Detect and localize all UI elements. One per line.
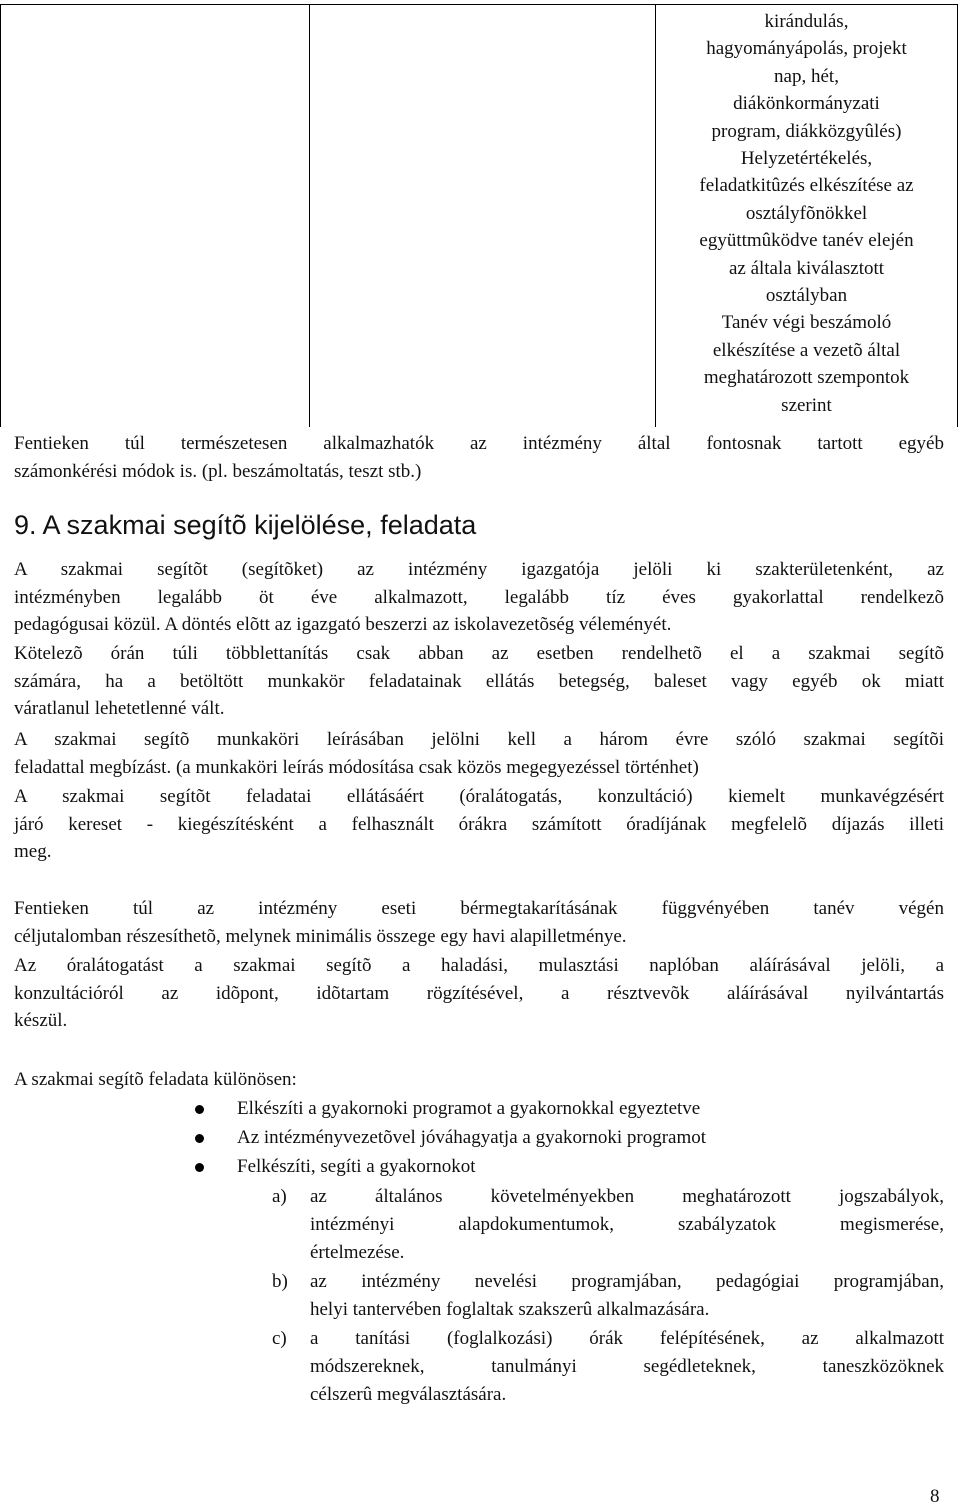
text-line: meg. (14, 841, 52, 862)
top-table (0, 4, 958, 427)
table-cell-line: feladatkitûzés elkészítése az (699, 175, 914, 197)
sub-item-text (310, 1325, 944, 1409)
list-item-text: Az intézményvezetõvel jóváhagyatja a gyakornoki programot (237, 1127, 707, 1148)
sub-item-text (310, 1268, 944, 1324)
text-line: feladattal megbízást. (a munkaköri leírás módosítása csak közös megegyezéssel történhet) (14, 756, 699, 778)
text-line: intézményi alapdokumentumok, szabályzatok megismerése, (310, 1214, 944, 1235)
text-line: készül. (14, 1010, 68, 1031)
table-cell-line: Helyzetértékelés, (740, 148, 873, 170)
sub-item-label: b) (272, 1271, 288, 1292)
paragraph-tasks-intro (14, 1066, 944, 1094)
list-item-text: Elkészíti a gyakornoki programot a gyakornokkal egyeztetve (237, 1098, 701, 1119)
table-cell-line: Tanév végi beszámoló (721, 312, 892, 334)
text-line: pedagógusai közül. A döntés elõtt az igazgató beszerzi az iskolavezetõség véleményét. (14, 614, 672, 635)
sub-item-text (310, 1183, 944, 1267)
table-cell-line: meghatározott szempontok (703, 367, 910, 389)
intro-paragraph (14, 430, 944, 485)
table-cell-line: nap, hét, (774, 65, 839, 87)
text-line: konzultációról az idõpont, idõtartam rögzítésével, a résztvevõk aláírásával nyilvántartás (14, 982, 944, 1004)
section-heading: 9. A szakmai segítõ kijelölése, feladata (14, 510, 477, 540)
bullet-icon (195, 1105, 204, 1114)
text-line: Fentieken túl az intézmény eseti bérmegtakarításának függvényében tanév végén (14, 898, 944, 919)
table-cell-line: együttmûködve tanév elején (699, 230, 914, 252)
text-line: számára, ha a betöltött munkakör feladatainak ellátás betegség, baleset vagy egyéb ok miatt (14, 670, 944, 692)
text-line: értelmezése. (310, 1242, 405, 1263)
paragraph-job-description (14, 726, 944, 781)
paragraph-extra-teaching (14, 640, 944, 723)
table-cell-line: elkészítése a vezetõ által (712, 339, 901, 361)
page-number: 8 (930, 1486, 940, 1507)
text-line: az intézmény nevelési programjában, pedagógiai programjában, (310, 1271, 944, 1292)
text-line: A szakmai segítõ munkaköri leírásában jelölni kell a három évre szóló szakmai segítõi (14, 729, 944, 750)
paragraph-appointment (14, 556, 944, 639)
text-line: intézményben legalább öt éve alkalmazott, legalább tíz éves gyakorlattal rendelkezõ (14, 586, 944, 608)
paragraph-compensation (14, 783, 944, 866)
text-line: Kötelezõ órán túli többlettanítás csak abban az esetben rendelhetõ el a szakmai segítõ (14, 643, 944, 664)
text-line: céljutalomban részesíthetõ, melynek minimális összege egy havi alapilletménye. (14, 925, 627, 947)
table-cell-line: szerint (781, 394, 832, 416)
table-cell-line: kirándulás, (764, 11, 849, 32)
text-line: váratlanul lehetetlenné vált. (14, 698, 225, 719)
list-item-text: Felkészíti, segíti a gyakornokot (237, 1156, 476, 1177)
bullet-icon (195, 1134, 204, 1143)
text-line: a tanítási (foglalkozási) órák felépítésének, az alkalmazott (310, 1328, 944, 1349)
table-cell-line: osztályfõnökkel (745, 202, 868, 224)
text-line: helyi tantervében foglaltak szakszerû alkalmazására. (310, 1299, 710, 1320)
table-cell-line: az általa kiválasztott (728, 257, 885, 279)
text-line: A szakmai segítõt feladatai ellátásáért (óralátogatás, konzultáció) kiemelt munkavégzésért (14, 786, 944, 807)
text-line: az általános követelményekben meghatározott jogszabályok, (310, 1186, 944, 1207)
table-cell-line: hagyományápolás, projekt (706, 38, 907, 60)
text-line: járó kereset - kiegészítésként a felhasznált órákra számított óradíjának megfelelõ díjazás illeti (14, 813, 944, 835)
text-line: számonkérési módok is. (pl. beszámoltatás, teszt stb.) (14, 460, 422, 482)
table-cell-line: diákönkormányzati (733, 93, 880, 115)
table-cell-line: osztályban (765, 285, 848, 307)
text-line: A szakmai segítõ feladata különösen: (14, 1069, 297, 1090)
paragraph-bonus (14, 895, 944, 950)
text-line: A szakmai segítõt (segítõket) az intézmény igazgatója jelöli ki szakterületenként, az (14, 559, 944, 580)
text-line: célszerû megválasztására. (310, 1384, 507, 1405)
table-column-divider (309, 5, 310, 427)
text-line: Az óralátogatást a szakmai segítõ a haladási, mulasztási naplóban aláírásával jelöli, a (14, 955, 944, 976)
text-line: Fentieken túl természetesen alkalmazhatók az intézmény által fontosnak tartott egyéb (14, 433, 944, 454)
sub-item-label: c) (272, 1328, 287, 1349)
paragraph-observation (14, 952, 944, 1035)
sub-item-label: a) (272, 1186, 287, 1207)
table-cell-line: program, diákközgyûlés) (711, 120, 902, 142)
table-cell-description (656, 5, 957, 427)
text-line: módszereknek, tanulmányi segédleteknek, taneszközöknek (310, 1356, 944, 1377)
bullet-icon (195, 1163, 204, 1172)
